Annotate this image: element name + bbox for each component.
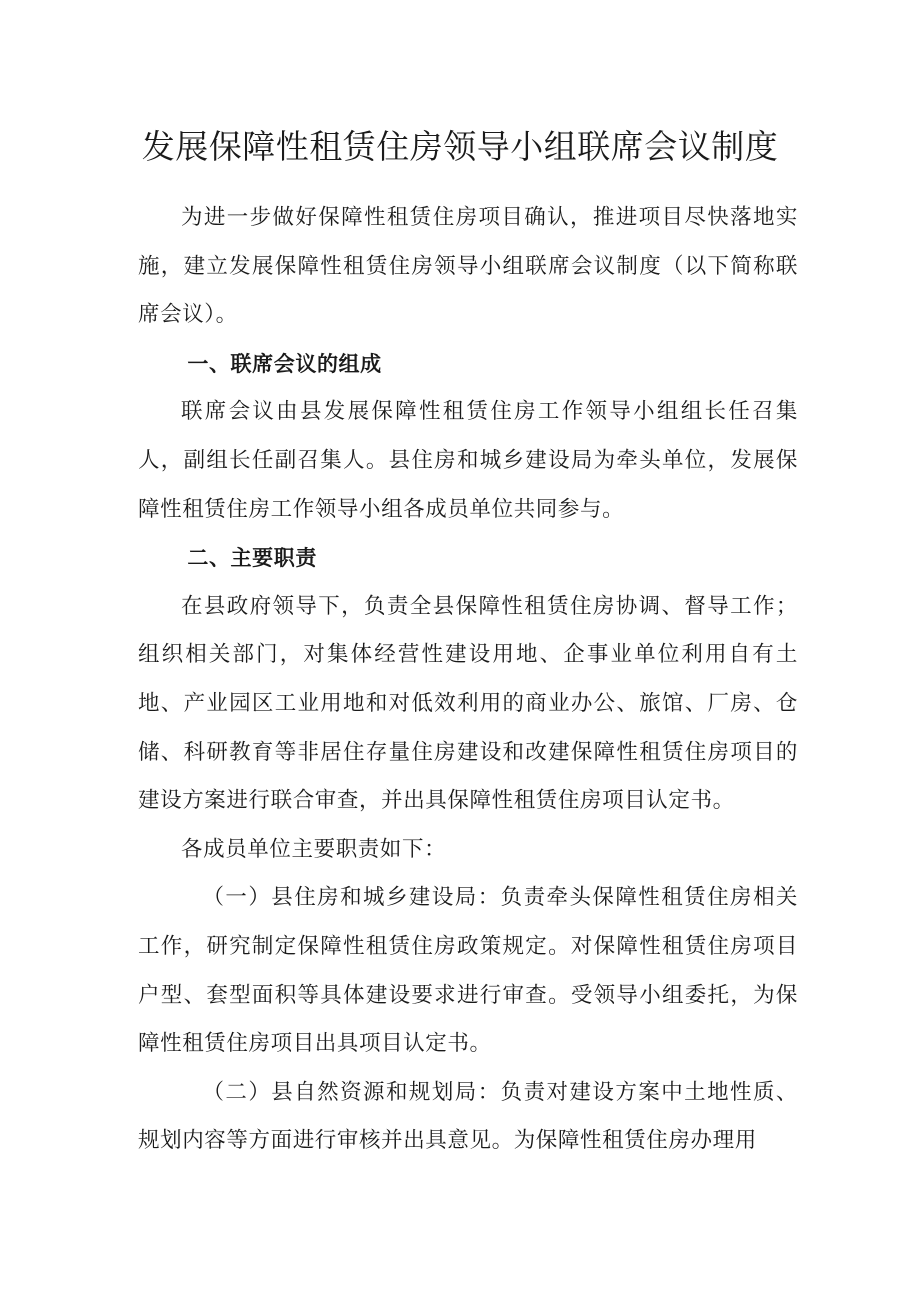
- duties-intro: 各成员单位主要职责如下：: [181, 836, 447, 862]
- section-2-heading: 二、主要职责: [187, 546, 317, 571]
- duty-item-2: （二）县自然资源和规划局：负责对建设方案中土地性质、规划内容等方面进行审核并出具意见。为保障性租赁住房办理用: [138, 1079, 798, 1154]
- intro-paragraph: 为进一步做好保障性租赁住房项目确认，推进项目尽快落地实施，建立发展保障性租赁住房领导小组联席会议制度（以下简称联席会议）。: [138, 205, 798, 328]
- section-1-heading: 一、联席会议的组成: [187, 351, 382, 376]
- section-1-paragraph: 联席会议由县发展保障性租赁住房工作领导小组组长任召集人，副组长任副召集人。县住房和城乡建设局为牵头单位，发展保障性租赁住房工作领导小组各成员单位共同参与。: [138, 399, 798, 522]
- document-title: 发展保障性租赁住房领导小组联席会议制度: [141, 127, 779, 166]
- document-body: [138, 194, 798, 1166]
- duty-item-1: （一）县住房和城乡建设局：负责牵头保障性租赁住房相关工作，研究制定保障性租赁住房政策规定。对保障性租赁住房项目户型、套型面积等具体建设要求进行审查。受领导小组委托，为保障性租赁住房项目出具项目认定书。: [138, 885, 798, 1057]
- section-2-paragraph: 在县政府领导下，负责全县保障性租赁住房协调、督导工作；组织相关部门，对集体经营性建设用地、企事业单位利用自有土地、产业园区工业用地和对低效利用的商业办公、旅馆、厂房、仓储、科研教育等非居住存量住房建设和改建保障性租赁住房项目的建设方案进行联合审查，并出具保障性租赁住房项目认定书。: [138, 593, 798, 814]
